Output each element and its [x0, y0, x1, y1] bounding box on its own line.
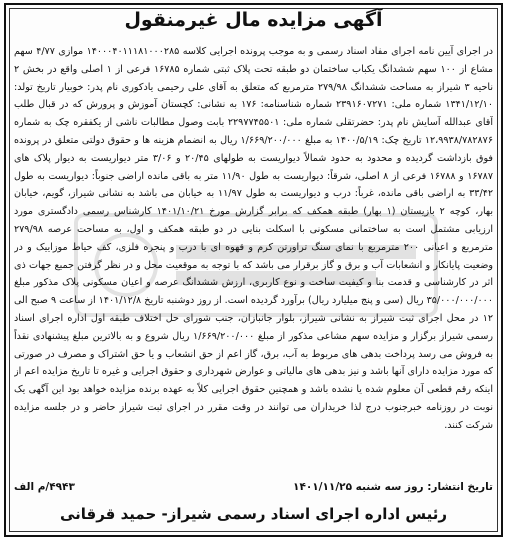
notice-title: آگهی مزایده مال غیرمنقول — [124, 9, 383, 31]
notice-body: در اجرای آیین نامه اجرای مفاد اسناد رسمی و به موجب پرونده اجرایی کلاسه ۱۴۰۰۰۴۰۱۱۱۸۱۰۰۰۲۸۵ موازی ۴/۷۷ سهم مشاع از ۱۰۰ سهم ششدانگ یکباب ساختمان دو طبقه تحت پلاک ثبتی شماره ۱۶۷۸۵ فرعی از ۱ اصلی واقع در بخش ۲ ناحیه ۳ شیراز به مساحت ششدانگ ۲۷۹/۹۸ مترمربع که متعلق به آقای علی رحیمی یادکوری نام پدر: خوبیار تاریخ تولد: ۱۳۴۱/۱۲/۱۰ شماره ملی: ۲۳۹۱۶۰۷۲۷۱ شماره شناسنامه: ۱۷۶ به نشانی: کچستان آموزش و پرورش که در قبال طلب آقای عبدالله آسایش نام پدر: حضرتقلی شماره ملی: ۲۲۹۷۷۴۵۵۰۱ بابت وصول مطالبات ناشی از یکفقره چک به شماره ۱۲،۹۹۳۸/۷۸۲۸۷۶ تاریخ چک: ۱۴۰۰/۵/۱۹ به مبلغ ۱/۶۶۹/۲۰۰/۰۰۰ ریال به انضمام هزینه ها و حقوق دولتی متعلق در پرونده فوق بازداشت گردیده و محدود به حدود شمالاً دیواریست به طولهای ۲۰/۴۵ و ۳/۰۶ متر دیواریست به دیوار پلاک های ۱۶۷۸۷ و ۱۶۷۸۸ فرعی از ۸ اصلی، شرقاً: دیواریست به طول ۱۱/۹۰ متر به باقی مانده اراضی جنوباً: دیواریست به طول ۳۳/۴۲ به اراضی باقی مانده، غرباً: درب و دیواریست به طول ۱۱/۹۷ به خیابان می باشد به نشانی شیراز، گویم، خیابان بهار، کوچه ۲ بازیستان (۱ بهار) طبقه همکف که برابر گزارش مورخ ۱۴۰۱/۱۰/۲۱ کارشناس رسمی دادگستری مورد ارزیابی مشتمل است به ساختمانی مسکونی با اسکلت بنایی در دو طبقه همکف و اول، به مساحت عرصه ۲۷۹/۹۸ مترمربع و اعیانی ۲۰۰ مترمربع با نمای سنگ تراورتن کرم و قهوه ای با درب و پنجره فلزی، کف حیاط موزاییک و در وضعیت پایانکار و انشعابات آب و برق و گاز برقرار می باشد که با توجه به موقعیت محل و در نظر گرفتن جمیع جهات ذی اثر در کارشناسی و قدمت بنا و کیفیت ساخت و نوع کاربری، ارزش ششدانگ عرصه و اعیان مسکونی پلاک مذکور مبلغ ۳۵/۰۰۰/۰۰۰/۰۰۰ ریال (سی و پنج میلیارد ریال) برآورد گردیده است. از روز دوشنبه تاریخ ۱۴۰۱/۱۲/۸ از ساعت ۹ صبح الی ۱۲ در محل اجرای ثبت شیراز به نشانی شیراز، بلوار جانبازان، جنب شورای حل اختلاف طبقه اول اداره اجرای اسناد رسمی شیراز برگزار و مزایده سهم مشاعی مذکور از مبلغ ۱/۶۶۹/۲۰۰/۰۰۰ ریال شروع و به بالاترین مبلغ پیشنهادی نقداً به فروش می رسد پرداخت بدهی های مربوط به آب، برق، گاز اعم از حق انشعاب و یا حق اشتراک و مصرف در صورتی که مورد مزایده دارای آنها باشد و نیز بدهی های مالیاتی و عوارض شهرداری و حقوق اجرایی و غیره تا تاریخ مزایده اعم از اینکه رقم قطعی آن معلوم شده یا نشده باشد و همچنین حقوق اجرایی کلاً به عهده برنده مزایده خواهد بود این آگهی یک نوبت در روزنامه خبرجنوب درج لذا خریداران می توانند در وقت مقرر در اجرای ثبت شیراز حاضر و در جلسه مزایده شرکت کنند. — [14, 46, 493, 431]
notice-frame — [4, 3, 503, 537]
signature-line: رئیس اداره اجرای اسناد رسمی شیراز- حمید قرقانی — [59, 505, 448, 523]
notice-footer — [14, 481, 493, 499]
reference-code: ۴۹۴۳/م الف — [14, 481, 75, 493]
publication-date: تاریخ انتشار: روز سه شنبه ۱۴۰۱/۱۱/۲۵ — [293, 481, 493, 493]
